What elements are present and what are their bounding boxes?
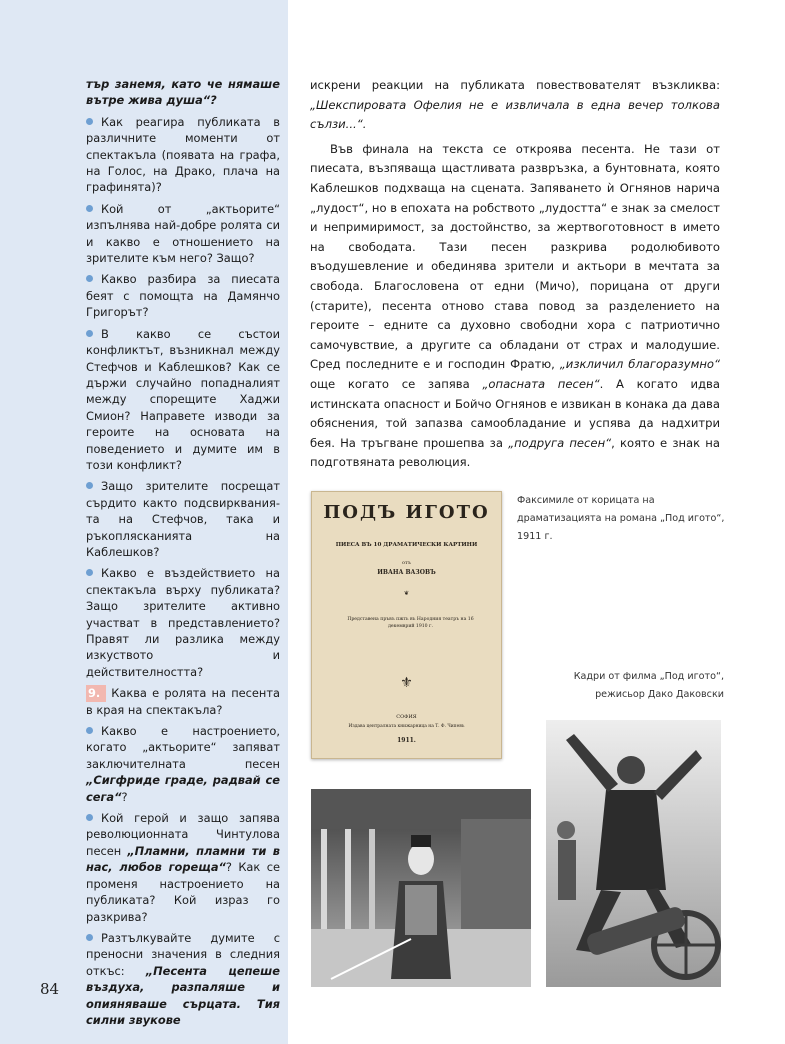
film-caption: Кадри от филма „Под игото“, режисьор Дако Даковски <box>573 671 724 700</box>
bullet-icon <box>86 934 93 941</box>
question-12: Разтълкувайте думите с преносни значения в следния откъс: „Песента цепеше въздуха, разпаляше и опияняваше сърцата. Тия силни звукове <box>86 930 280 1027</box>
questions-column <box>86 76 280 1033</box>
question-1: Как реагира публиката в различните моменти от спектакъла (появата на графа, на Голос, на Драко, плача на графинята)? <box>86 114 280 195</box>
cover-title: ПОДЪ ИГОТО <box>323 502 490 523</box>
bullet-icon <box>86 569 93 576</box>
question-10: Какво е настроението, когато „актьорите“ запяват заключителната песен „Сигфриде граде, радвай се сега“? <box>86 724 280 804</box>
bullet-icon <box>86 727 93 734</box>
page-number: 84 <box>40 980 60 998</box>
question-2: Кой от „актьорите“ изпълнява най-добре ролята си и какво е отношението на зрителите към него? Защо? <box>86 201 280 266</box>
question-6: Какво е въздействието на спектакъла върху публиката? Защо зрителите активно участват в представлението? Правят ли разлика между изкуството и действителността? <box>86 566 280 679</box>
bullet-icon <box>86 814 93 821</box>
cover-year: 1911. <box>397 737 416 744</box>
question-4: В какво се състои конфликтът, възникнал между Стефчов и Каблешков? Как се държи случайно попадналият между спорещите Хаджи Смион? Направете изводи за героите на основата на поведението и думите им в този конфликт? <box>86 326 280 472</box>
cover-subtitle: ПИЕСА ВЪ 10 ДРАМАТИЧЕСКИ КАРТИНИ <box>335 542 478 548</box>
bullet-icon <box>86 275 93 282</box>
bullet-icon <box>86 330 93 337</box>
cover-by: отъ <box>402 560 411 566</box>
cover-premiere-note: Представена пръвъ пжть въ Народния театръ на 16 декемврий 1910 г. <box>347 617 474 629</box>
film-still-1 <box>311 789 531 987</box>
cover-city: СОФИЯ <box>396 714 417 720</box>
intro-fragment: тър занемя, като че нямаше вътре жива душа“? <box>86 77 280 108</box>
cover-caption: Факсимиле от корицата на драматизацията на романа „Под игото“, 1911 г. <box>517 495 725 542</box>
paragraph-2: Във финала на текста се откроява песента. Не тази от пиесата, възпяваща щастливата развръзка, а бунтовната, която Каблешков подхваща на сцената. Запяването ѝ Огнянов нарича „лудост“, но в епохата на робството „лудостта“ е знак за смелост и непримиримост, за достойнство, за жертвоготовност в името на свободата. Тази песен разкрива родолюбивото въодушевление и обединява зрители и актьори в мечтата за свобода. Благословена от едни (Мичо), порицана от други (старите), песента отново става повод за разделението на героите – едните са духовно свободни хора с патриотично самочувствие, а другите са обладани от страх и малодушие. Сред последните е и господин Фратю, „изкличил благоразумно“ още когато се запява „опасната песен“. А когато идва истинската опасност и Бойчо Огнянов е извикан в конака да дава обяснения, той запазва самообладание и успява да надхитри бея. На тръгване прошепва за „подруга песен“, която е знак на подготвяната революция. <box>310 141 720 470</box>
question-number-badge: 9. <box>86 685 106 701</box>
film-still-1-image <box>311 789 531 987</box>
bullet-icon <box>86 482 93 489</box>
bullet-icon <box>86 205 93 212</box>
paragraph-1: искрени реакции на публиката повествователят възкликва: „Шекспировата Офелия не е извличала в една вечер толкова сълзи...“. <box>310 78 720 132</box>
emblem-icon: ⚜ <box>400 675 413 691</box>
question-11: Кой герой и защо запява революционната Чинтулова песен „Пламни, пламни ти в нас, любов гореща“? Как се променя настроението на публиката? Кой израз го разкрива? <box>86 811 280 924</box>
bullet-icon <box>86 118 93 125</box>
question-9: 9. Каква е ролята на песента в края на спектакъла? <box>86 686 280 717</box>
cover-author: ИВАНА ВАЗОВЪ <box>377 569 436 576</box>
cover-publisher: Издава централната книжарница на Т. Ф. Чипевъ <box>348 724 465 729</box>
book-cover-facsimile <box>311 491 502 759</box>
ornament-icon: ❦ <box>403 590 410 597</box>
film-still-2 <box>546 720 721 987</box>
film-still-2-image <box>546 720 721 987</box>
main-text <box>310 76 720 473</box>
question-5: Защо зрителите посрещат сърдито както подсвиркванията на Стефчов, така и ръкоплясканията на Каблешков? <box>86 479 280 559</box>
question-3: Какво разбира за пиесата беят с помощта на Дамянчо Григорът? <box>86 272 280 320</box>
